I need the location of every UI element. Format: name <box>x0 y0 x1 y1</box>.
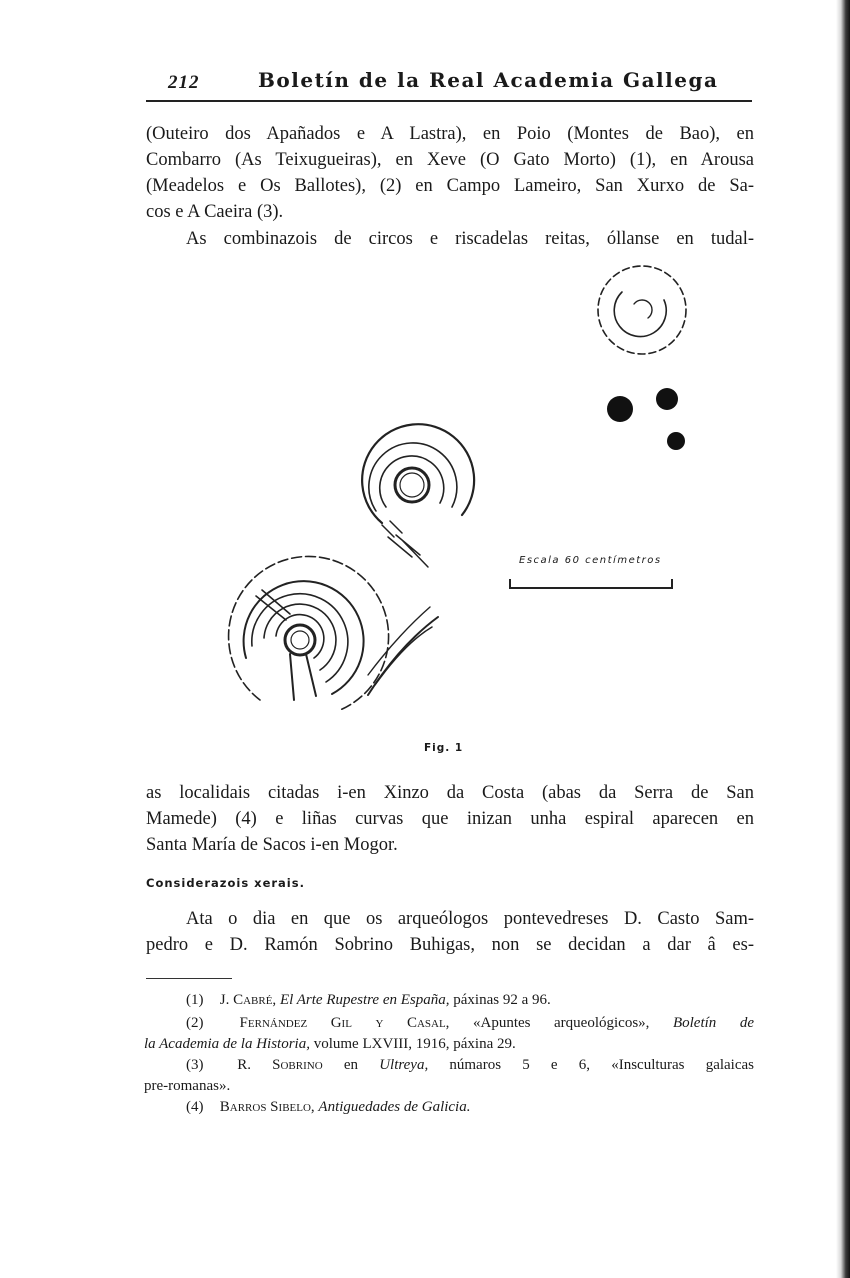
text-line: (Meadelos e Os Ballotes), (2) en Campo Lameiro, San Xurxo de Sa- <box>146 176 754 196</box>
large-concentric-circles <box>229 556 389 710</box>
small-concentric-circles <box>598 266 686 354</box>
scale-bar <box>509 579 673 589</box>
cupmark <box>667 432 685 450</box>
section-heading: Considerazois xerais. <box>146 876 305 890</box>
text-line: pedro e D. Ramón Sobrino Buhigas, non se decidan a dar â es- <box>146 935 754 955</box>
running-header <box>146 66 752 102</box>
text-line: Mamede) (4) e liñas curvas que inizan unha espiral aparecen en <box>146 809 754 829</box>
footnote-4: (4) Barros Sibelo, Antiguedades de Galicia. <box>186 1099 471 1115</box>
footnote-2-line-2: la Academia de la Historia, volume LXVIII, 1916, páxina 29. <box>144 1036 516 1052</box>
page-edge-shadow <box>836 0 850 1278</box>
text-line: as localidais citadas i-en Xinzo da Costa (abas da Serra de San <box>146 783 754 803</box>
page-number: 212 <box>168 72 200 93</box>
footnote-1: (1) J. Cabré, El Arte Rupestre en España, páxinas 92 a 96. <box>186 992 551 1008</box>
figure-caption: Fig. 1 <box>424 742 464 754</box>
footnote-2-line-1: (2) Fernández Gil y Casal, «Apuntes arqueológicos», Boletín de <box>186 1015 754 1031</box>
scale-label: Escala 60 centímetros <box>519 555 662 566</box>
text-line: Santa María de Sacos i-en Mogor. <box>146 835 398 855</box>
text-line: cos e A Caeira (3). <box>146 202 284 222</box>
journal-title: Boletín de la Real Academia Gallega <box>258 68 719 92</box>
middle-concentric-circles <box>362 424 474 537</box>
paragraph-2: As combinazois de circos e riscadelas reitas, óllanse en tudal- <box>186 229 754 249</box>
cupmark <box>656 388 678 410</box>
text-line: (Outeiro dos Apañados e A Lastra), en Poio (Montes de Bao), en <box>146 124 754 144</box>
cupmark <box>607 396 633 422</box>
footnote-3-line-2: pre-romanas». <box>144 1078 231 1094</box>
footnote-rule <box>146 978 232 979</box>
footnote-3-line-1: (3) R. Sobrino en Ultreya, númaros 5 e 6, «Insculturas galaicas <box>186 1057 755 1073</box>
text-line: Combarro (As Teixugueiras), en Xeve (O Gato Morto) (1), en Arousa <box>146 150 754 170</box>
petroglyph-figure <box>200 255 720 725</box>
text-line: Ata o dia en que os arqueólogos pontevedreses D. Casto Sam- <box>186 909 754 929</box>
